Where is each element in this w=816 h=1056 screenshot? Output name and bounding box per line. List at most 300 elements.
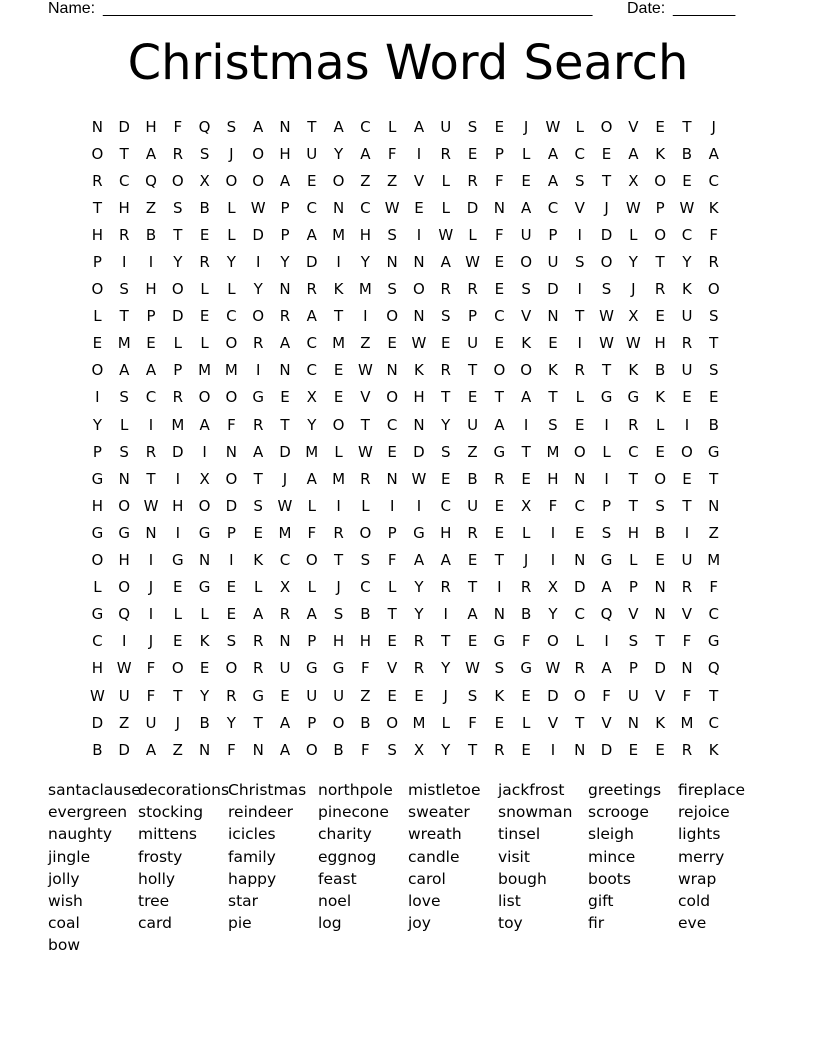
grid-cell[interactable]: U: [467, 496, 479, 515]
grid-cell[interactable]: T: [628, 469, 638, 488]
grid-cell[interactable]: G: [493, 632, 506, 651]
grid-cell[interactable]: A: [547, 171, 559, 190]
grid-cell[interactable]: N: [681, 659, 693, 678]
grid-cell[interactable]: G: [91, 469, 104, 488]
grid-cell[interactable]: Z: [360, 334, 371, 353]
grid-cell[interactable]: E: [226, 578, 237, 597]
grid-cell[interactable]: R: [574, 361, 585, 380]
grid-cell[interactable]: A: [547, 144, 559, 163]
grid-cell[interactable]: E: [441, 334, 451, 353]
grid-cell[interactable]: N: [574, 740, 586, 759]
grid-cell[interactable]: N: [493, 198, 505, 217]
grid-cell[interactable]: R: [494, 469, 505, 488]
grid-cell[interactable]: F: [468, 713, 477, 732]
grid-cell[interactable]: T: [307, 117, 317, 136]
grid-cell[interactable]: L: [387, 578, 397, 597]
grid-cell[interactable]: R: [681, 578, 693, 597]
grid-cell[interactable]: G: [91, 523, 104, 542]
grid-cell[interactable]: X: [628, 307, 639, 326]
grid-cell[interactable]: E: [655, 117, 665, 136]
grid-cell[interactable]: C: [118, 171, 130, 190]
grid-cell[interactable]: E: [92, 334, 103, 353]
grid-cell[interactable]: R: [226, 686, 237, 705]
grid-cell[interactable]: G: [627, 388, 640, 407]
grid-cell[interactable]: F: [146, 659, 156, 678]
grid-cell[interactable]: O: [386, 713, 399, 732]
grid-cell[interactable]: O: [386, 307, 399, 326]
grid-cell[interactable]: E: [467, 144, 478, 163]
grid-cell[interactable]: I: [148, 253, 154, 272]
grid-cell[interactable]: A: [145, 740, 157, 759]
grid-cell[interactable]: N: [145, 523, 157, 542]
grid-cell[interactable]: O: [225, 388, 238, 407]
grid-cell[interactable]: E: [253, 523, 263, 542]
grid-cell[interactable]: H: [91, 659, 104, 678]
grid-cell[interactable]: E: [333, 388, 344, 407]
grid-cell[interactable]: V: [655, 686, 666, 705]
grid-cell[interactable]: E: [387, 632, 397, 651]
grid-cell[interactable]: Y: [414, 578, 424, 597]
grid-cell[interactable]: K: [708, 198, 719, 217]
grid-cell[interactable]: U: [118, 686, 130, 705]
grid-cell[interactable]: C: [279, 551, 291, 570]
grid-cell[interactable]: W: [411, 469, 427, 488]
grid-cell[interactable]: L: [254, 578, 263, 597]
grid-cell[interactable]: O: [681, 442, 693, 461]
grid-cell[interactable]: M: [305, 442, 319, 461]
grid-cell[interactable]: L: [173, 334, 182, 353]
grid-cell[interactable]: T: [628, 496, 638, 515]
grid-cell[interactable]: D: [413, 442, 425, 461]
grid-cell[interactable]: L: [629, 225, 638, 244]
grid-cell[interactable]: E: [655, 740, 665, 759]
grid-cell[interactable]: U: [547, 253, 559, 272]
grid-cell[interactable]: L: [441, 198, 450, 217]
grid-cell[interactable]: K: [682, 280, 692, 299]
grid-cell[interactable]: I: [443, 605, 448, 624]
grid-cell[interactable]: E: [467, 632, 478, 651]
grid-cell[interactable]: V: [681, 605, 693, 624]
grid-cell[interactable]: M: [412, 713, 426, 732]
grid-cell[interactable]: I: [550, 551, 556, 570]
grid-cell[interactable]: K: [253, 551, 264, 570]
grid-cell[interactable]: E: [199, 659, 210, 678]
grid-cell[interactable]: H: [145, 280, 157, 299]
grid-cell[interactable]: C: [360, 198, 371, 217]
grid-cell[interactable]: O: [252, 307, 265, 326]
grid-cell[interactable]: P: [307, 713, 317, 732]
grid-cell[interactable]: X: [521, 496, 532, 515]
grid-cell[interactable]: D: [600, 225, 613, 244]
grid-cell[interactable]: E: [333, 361, 344, 380]
grid-cell[interactable]: O: [520, 361, 533, 380]
grid-cell[interactable]: O: [225, 469, 238, 488]
grid-cell[interactable]: W: [357, 361, 373, 380]
grid-cell[interactable]: I: [255, 361, 261, 380]
grid-cell[interactable]: F: [709, 225, 719, 244]
grid-cell[interactable]: S: [708, 361, 719, 380]
grid-cell[interactable]: T: [601, 361, 612, 380]
grid-cell[interactable]: E: [494, 496, 505, 515]
grid-cell[interactable]: B: [654, 361, 666, 380]
grid-cell[interactable]: T: [709, 334, 719, 353]
grid-cell[interactable]: A: [467, 605, 478, 624]
grid-cell[interactable]: S: [333, 605, 344, 624]
grid-cell[interactable]: O: [493, 361, 506, 380]
grid-cell[interactable]: J: [229, 144, 234, 163]
grid-cell[interactable]: R: [440, 144, 451, 163]
letter-grid[interactable]: [84, 113, 727, 763]
grid-cell[interactable]: F: [387, 551, 397, 570]
grid-cell[interactable]: T: [575, 713, 585, 732]
grid-cell[interactable]: O: [573, 442, 586, 461]
grid-cell[interactable]: O: [386, 388, 399, 407]
grid-cell[interactable]: V: [547, 713, 559, 732]
grid-cell[interactable]: W: [357, 442, 373, 461]
grid-cell[interactable]: M: [224, 361, 238, 380]
grid-cell[interactable]: I: [604, 469, 609, 488]
grid-cell[interactable]: G: [118, 523, 130, 542]
grid-cell[interactable]: T: [441, 632, 451, 651]
grid-cell[interactable]: S: [226, 632, 237, 651]
grid-cell[interactable]: P: [655, 198, 665, 217]
grid-cell[interactable]: S: [440, 307, 451, 326]
grid-cell[interactable]: S: [467, 117, 478, 136]
grid-cell[interactable]: J: [443, 686, 448, 705]
grid-cell[interactable]: S: [119, 442, 129, 461]
grid-cell[interactable]: R: [440, 361, 451, 380]
grid-cell[interactable]: F: [307, 523, 317, 542]
grid-cell[interactable]: C: [306, 334, 318, 353]
grid-cell[interactable]: P: [307, 632, 317, 651]
grid-cell[interactable]: C: [306, 198, 318, 217]
grid-cell[interactable]: W: [411, 334, 427, 353]
grid-cell[interactable]: A: [306, 225, 317, 244]
grid-cell[interactable]: G: [707, 442, 720, 461]
grid-cell[interactable]: M: [278, 523, 292, 542]
grid-cell[interactable]: M: [332, 334, 346, 353]
grid-cell[interactable]: S: [199, 144, 210, 163]
grid-cell[interactable]: P: [468, 307, 478, 326]
grid-cell[interactable]: O: [225, 171, 238, 190]
grid-cell[interactable]: V: [413, 171, 425, 190]
grid-cell[interactable]: M: [198, 361, 212, 380]
grid-cell[interactable]: J: [175, 713, 180, 732]
grid-cell[interactable]: E: [655, 307, 665, 326]
grid-cell[interactable]: O: [654, 469, 667, 488]
grid-cell[interactable]: B: [521, 605, 532, 624]
grid-cell[interactable]: U: [440, 117, 452, 136]
grid-cell[interactable]: P: [387, 523, 397, 542]
grid-cell[interactable]: T: [467, 578, 478, 597]
grid-cell[interactable]: L: [602, 442, 611, 461]
grid-cell[interactable]: I: [121, 253, 127, 272]
grid-cell[interactable]: A: [521, 198, 532, 217]
grid-cell[interactable]: P: [628, 578, 638, 597]
grid-cell[interactable]: N: [413, 253, 425, 272]
grid-cell[interactable]: G: [493, 442, 506, 461]
grid-cell[interactable]: A: [494, 415, 505, 434]
grid-cell[interactable]: R: [279, 605, 291, 624]
grid-cell[interactable]: L: [227, 198, 236, 217]
grid-cell[interactable]: E: [682, 171, 692, 190]
grid-cell[interactable]: T: [119, 307, 129, 326]
grid-cell[interactable]: C: [360, 578, 371, 597]
grid-cell[interactable]: I: [175, 469, 180, 488]
grid-cell[interactable]: L: [441, 713, 450, 732]
grid-cell[interactable]: M: [117, 334, 131, 353]
grid-cell[interactable]: H: [91, 496, 104, 515]
grid-cell[interactable]: I: [336, 496, 341, 515]
grid-cell[interactable]: P: [226, 523, 236, 542]
grid-cell[interactable]: R: [681, 334, 693, 353]
grid-cell[interactable]: A: [306, 605, 317, 624]
grid-cell[interactable]: I: [577, 280, 582, 299]
grid-cell[interactable]: T: [655, 253, 665, 272]
grid-cell[interactable]: A: [440, 551, 451, 570]
grid-cell[interactable]: O: [520, 253, 533, 272]
grid-cell[interactable]: P: [280, 198, 290, 217]
grid-cell[interactable]: H: [440, 523, 452, 542]
grid-cell[interactable]: I: [95, 388, 100, 407]
grid-cell[interactable]: U: [681, 551, 693, 570]
grid-cell[interactable]: T: [655, 632, 665, 651]
grid-cell[interactable]: N: [198, 551, 211, 570]
grid-cell[interactable]: X: [306, 388, 317, 407]
grid-cell[interactable]: R: [494, 740, 505, 759]
grid-cell[interactable]: K: [521, 334, 532, 353]
grid-cell[interactable]: F: [602, 686, 611, 705]
grid-cell[interactable]: L: [629, 551, 638, 570]
grid-cell[interactable]: O: [600, 117, 613, 136]
grid-cell[interactable]: Z: [172, 740, 183, 759]
grid-cell[interactable]: R: [708, 253, 719, 272]
grid-cell[interactable]: S: [387, 740, 397, 759]
grid-cell[interactable]: N: [574, 469, 586, 488]
grid-cell[interactable]: L: [655, 415, 665, 434]
grid-cell[interactable]: C: [386, 415, 398, 434]
grid-cell[interactable]: E: [575, 523, 585, 542]
grid-cell[interactable]: C: [708, 605, 719, 624]
grid-cell[interactable]: E: [521, 740, 531, 759]
grid-cell[interactable]: W: [599, 334, 614, 353]
grid-cell[interactable]: S: [119, 388, 129, 407]
grid-cell[interactable]: C: [574, 496, 585, 515]
grid-cell[interactable]: N: [493, 605, 505, 624]
grid-cell[interactable]: M: [332, 225, 346, 244]
grid-cell[interactable]: B: [199, 198, 210, 217]
grid-cell[interactable]: I: [229, 551, 234, 570]
grid-cell[interactable]: R: [681, 740, 693, 759]
grid-cell[interactable]: O: [91, 144, 104, 163]
grid-cell[interactable]: O: [91, 361, 104, 380]
grid-cell[interactable]: G: [252, 388, 264, 407]
grid-cell[interactable]: U: [627, 686, 639, 705]
grid-cell[interactable]: V: [601, 713, 612, 732]
grid-cell[interactable]: Z: [387, 171, 398, 190]
grid-cell[interactable]: V: [628, 117, 639, 136]
grid-cell[interactable]: H: [118, 198, 130, 217]
grid-cell[interactable]: L: [575, 388, 584, 407]
grid-cell[interactable]: L: [575, 632, 584, 651]
grid-cell[interactable]: G: [252, 686, 264, 705]
grid-cell[interactable]: J: [148, 578, 154, 597]
grid-cell[interactable]: B: [333, 740, 344, 759]
grid-cell[interactable]: E: [521, 171, 531, 190]
grid-cell[interactable]: P: [602, 496, 612, 515]
grid-cell[interactable]: E: [414, 686, 424, 705]
grid-cell[interactable]: E: [682, 388, 692, 407]
grid-cell[interactable]: R: [252, 334, 264, 353]
grid-cell[interactable]: T: [548, 388, 558, 407]
grid-cell[interactable]: D: [225, 496, 238, 515]
grid-cell[interactable]: R: [172, 388, 183, 407]
grid-cell[interactable]: M: [358, 280, 372, 299]
grid-cell[interactable]: B: [92, 740, 103, 759]
grid-cell[interactable]: Z: [145, 198, 157, 217]
grid-cell[interactable]: K: [655, 388, 666, 407]
grid-cell[interactable]: A: [199, 415, 210, 434]
grid-cell[interactable]: S: [440, 442, 451, 461]
grid-cell[interactable]: E: [521, 686, 531, 705]
grid-cell[interactable]: N: [279, 632, 291, 651]
grid-cell[interactable]: L: [200, 334, 209, 353]
grid-cell[interactable]: G: [600, 551, 613, 570]
grid-cell[interactable]: E: [199, 307, 210, 326]
grid-cell[interactable]: E: [146, 334, 156, 353]
grid-cell[interactable]: T: [709, 469, 719, 488]
grid-cell[interactable]: R: [520, 578, 532, 597]
grid-cell[interactable]: S: [387, 280, 397, 299]
grid-cell[interactable]: T: [441, 388, 451, 407]
grid-cell[interactable]: E: [226, 605, 237, 624]
grid-cell[interactable]: C: [494, 307, 505, 326]
grid-cell[interactable]: D: [305, 253, 318, 272]
grid-cell[interactable]: O: [225, 334, 238, 353]
grid-cell[interactable]: B: [681, 144, 693, 163]
grid-cell[interactable]: T: [360, 415, 370, 434]
grid-cell[interactable]: N: [332, 198, 345, 217]
grid-cell[interactable]: G: [413, 523, 425, 542]
grid-cell[interactable]: D: [118, 740, 130, 759]
grid-cell[interactable]: D: [600, 740, 613, 759]
grid-cell[interactable]: O: [198, 388, 211, 407]
grid-cell[interactable]: D: [252, 225, 264, 244]
grid-cell[interactable]: R: [467, 280, 478, 299]
grid-cell[interactable]: W: [545, 659, 561, 678]
grid-cell[interactable]: V: [628, 605, 639, 624]
grid-cell[interactable]: O: [91, 551, 104, 570]
grid-cell[interactable]: O: [654, 225, 667, 244]
grid-cell[interactable]: U: [467, 415, 479, 434]
grid-cell[interactable]: H: [359, 225, 371, 244]
grid-cell[interactable]: A: [253, 442, 264, 461]
grid-cell[interactable]: Y: [200, 686, 210, 705]
grid-cell[interactable]: J: [523, 551, 529, 570]
grid-cell[interactable]: E: [387, 442, 397, 461]
grid-cell[interactable]: O: [359, 523, 372, 542]
grid-cell[interactable]: A: [413, 117, 425, 136]
grid-cell[interactable]: J: [523, 117, 529, 136]
grid-cell[interactable]: I: [148, 415, 154, 434]
grid-cell[interactable]: A: [145, 144, 157, 163]
grid-cell[interactable]: Q: [118, 605, 131, 624]
grid-cell[interactable]: X: [199, 171, 210, 190]
grid-cell[interactable]: B: [708, 415, 719, 434]
grid-cell[interactable]: D: [118, 117, 130, 136]
grid-cell[interactable]: S: [494, 659, 505, 678]
grid-cell[interactable]: T: [119, 144, 129, 163]
grid-cell[interactable]: F: [495, 225, 504, 244]
grid-cell[interactable]: F: [173, 117, 183, 136]
grid-cell[interactable]: J: [282, 469, 288, 488]
grid-cell[interactable]: W: [89, 686, 105, 705]
grid-cell[interactable]: T: [521, 442, 531, 461]
grid-cell[interactable]: A: [360, 144, 371, 163]
grid-cell[interactable]: O: [573, 686, 586, 705]
grid-cell[interactable]: N: [118, 469, 130, 488]
grid-cell[interactable]: L: [173, 605, 182, 624]
grid-cell[interactable]: O: [305, 740, 318, 759]
grid-cell[interactable]: F: [682, 632, 692, 651]
grid-cell[interactable]: C: [708, 713, 719, 732]
grid-cell[interactable]: P: [280, 225, 290, 244]
grid-cell[interactable]: E: [494, 117, 505, 136]
grid-cell[interactable]: N: [198, 740, 211, 759]
grid-cell[interactable]: R: [467, 523, 478, 542]
grid-cell[interactable]: I: [389, 496, 395, 515]
grid-cell[interactable]: E: [387, 334, 397, 353]
grid-cell[interactable]: U: [681, 307, 693, 326]
grid-cell[interactable]: E: [467, 551, 478, 570]
grid-cell[interactable]: O: [707, 280, 720, 299]
grid-cell[interactable]: L: [468, 225, 477, 244]
grid-cell[interactable]: O: [198, 496, 211, 515]
grid-cell[interactable]: N: [386, 469, 398, 488]
grid-cell[interactable]: S: [173, 198, 183, 217]
grid-cell[interactable]: E: [655, 442, 665, 461]
grid-cell[interactable]: W: [384, 198, 400, 217]
grid-cell[interactable]: E: [494, 253, 505, 272]
grid-cell[interactable]: Y: [253, 280, 263, 299]
grid-cell[interactable]: L: [93, 307, 102, 326]
grid-cell[interactable]: L: [307, 578, 316, 597]
name-field-line[interactable]: _______________________________________________________: [103, 0, 593, 17]
grid-cell[interactable]: I: [497, 578, 502, 597]
grid-cell[interactable]: M: [546, 442, 560, 461]
grid-cell[interactable]: Z: [467, 442, 478, 461]
grid-cell[interactable]: Y: [628, 253, 638, 272]
grid-cell[interactable]: O: [171, 659, 184, 678]
grid-cell[interactable]: F: [682, 686, 692, 705]
grid-cell[interactable]: W: [277, 496, 293, 515]
grid-cell[interactable]: Y: [548, 605, 558, 624]
grid-cell[interactable]: T: [92, 198, 102, 217]
grid-cell[interactable]: C: [440, 496, 451, 515]
grid-cell[interactable]: X: [547, 578, 559, 597]
grid-cell[interactable]: A: [145, 361, 157, 380]
grid-cell[interactable]: Z: [360, 171, 371, 190]
grid-cell[interactable]: F: [227, 740, 236, 759]
grid-cell[interactable]: G: [198, 578, 211, 597]
grid-cell[interactable]: L: [200, 280, 209, 299]
grid-cell[interactable]: U: [306, 144, 318, 163]
grid-cell[interactable]: K: [708, 740, 719, 759]
grid-cell[interactable]: N: [708, 496, 720, 515]
grid-cell[interactable]: T: [494, 388, 504, 407]
grid-cell[interactable]: T: [387, 605, 397, 624]
grid-cell[interactable]: E: [494, 280, 505, 299]
